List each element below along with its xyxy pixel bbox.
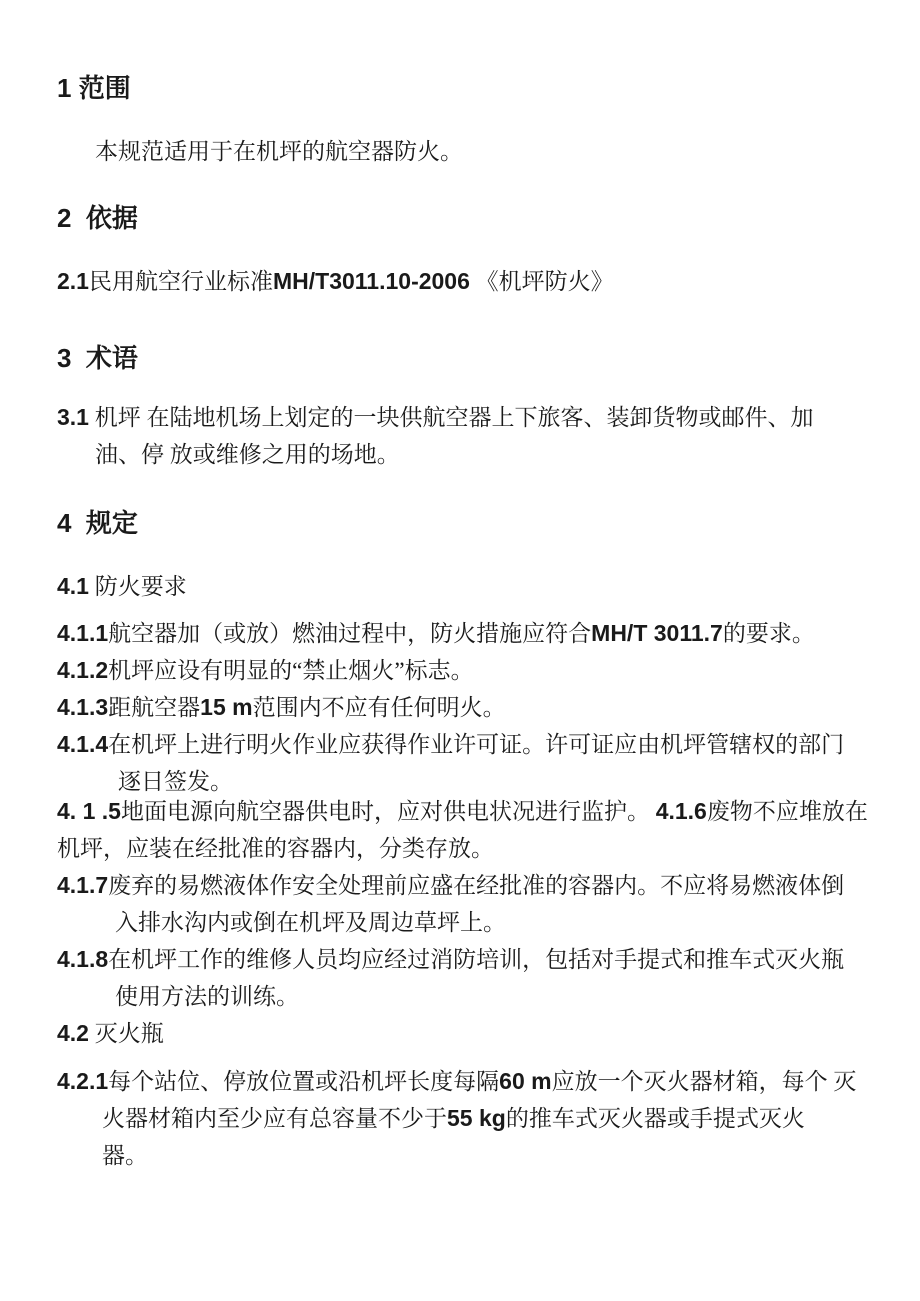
text-line <box>57 948 844 971</box>
clause-number: 4. 1 .5 <box>57 798 121 824</box>
clause-number: 4.2.1 <box>57 1068 109 1094</box>
text-line <box>115 985 299 1008</box>
text-run: 灭火瓶 <box>88 1021 164 1046</box>
text-line <box>118 770 233 793</box>
clause-number: 4.1.4 <box>57 731 109 757</box>
text-run: 的要求。 <box>722 621 815 646</box>
clause-number: 3 <box>57 343 86 373</box>
clause-number: 4.2 <box>57 1020 89 1046</box>
clause-number: 4.1.1 <box>57 620 109 646</box>
text-line <box>57 575 187 598</box>
text-line <box>57 622 815 645</box>
text-run: 每个站位、停放位置或沿机坪长度每隔 <box>108 1069 500 1094</box>
clause-number: 4.1 <box>57 573 89 599</box>
section-heading <box>57 205 138 232</box>
text-run: 器。 <box>102 1143 148 1168</box>
text-line <box>57 659 474 682</box>
text-line <box>57 837 494 860</box>
section-heading <box>57 75 131 102</box>
text-run: 距航空器 <box>108 695 201 720</box>
clause-number: 4.1.2 <box>57 657 109 683</box>
text-line <box>57 800 868 823</box>
text-run: 逐日签发。 <box>118 769 233 794</box>
text-run: 应放一个灭火器材箱，每个 灭 <box>551 1069 857 1094</box>
clause-number: 55 kg <box>447 1105 506 1131</box>
clause-number: 3.1 <box>57 404 89 430</box>
text-run: 在机坪上进行明火作业应获得作业许可证。许可证应由机坪管辖权的部门 <box>108 732 845 757</box>
text-line <box>57 696 506 719</box>
text-run: 范围内不应有任何明火。 <box>252 695 506 720</box>
clause-number: 15 m <box>200 694 253 720</box>
text-line <box>57 406 813 429</box>
text-run: 航空器加（或放）燃油过程中，防火措施应符合 <box>108 621 592 646</box>
text-run: 依据 <box>85 204 138 233</box>
clause-number: 60 m <box>499 1068 552 1094</box>
text-run: 机坪 在陆地机场上划定的一块供航空器上下旅客、装卸货物或邮件、加 <box>88 405 814 430</box>
text-run: 术语 <box>85 344 138 373</box>
text-run: 入排水沟内或倒在机坪及周边草坪上。 <box>115 910 506 935</box>
clause-number: 4.1.7 <box>57 872 109 898</box>
text-line <box>95 443 400 466</box>
text-run: 范围 <box>78 74 131 103</box>
section-heading <box>57 345 138 372</box>
clause-number: 4.1.8 <box>57 946 109 972</box>
text-run: 在机坪工作的维修人员均应经过消防培训，包括对手提式和推车式灭火瓶 <box>108 947 845 972</box>
text-line <box>57 733 844 756</box>
text-run: 废弃的易燃液体作安全处理前应盛在经批准的容器内。不应将易燃液体倒 <box>108 873 845 898</box>
text-line <box>115 911 506 934</box>
clause-number: 2.1 <box>57 268 89 294</box>
text-line <box>102 1107 805 1130</box>
clause-number: 2 <box>57 203 86 233</box>
clause-number: MH/T 3011.7 <box>591 620 723 646</box>
text-line <box>102 1144 148 1167</box>
text-run: 使用方法的训练。 <box>115 984 299 1009</box>
text-line <box>57 1022 164 1045</box>
clause-number: 4.1.6 <box>655 798 707 824</box>
text-line <box>57 270 614 293</box>
clause-number: 4 <box>57 508 86 538</box>
text-run: 防火要求 <box>88 574 187 599</box>
section-heading <box>57 510 138 537</box>
text-run: 本规范适用于在机坪的航空器防火。 <box>95 139 463 164</box>
text-run: 地面电源向航空器供电时，应对供电状况进行监护。 <box>120 799 656 824</box>
text-run: 的推车式灭火器或手提式灭火 <box>505 1106 805 1131</box>
clause-number: 1 <box>57 73 79 103</box>
clause-number: MH/T3011.10-2006 <box>272 268 470 294</box>
text-line <box>57 1070 856 1093</box>
text-run: 《机坪防火》 <box>469 269 614 294</box>
text-run: 火器材箱内至少应有总容量不少于 <box>102 1106 447 1131</box>
text-run: 民用航空行业标准 <box>88 269 273 294</box>
text-run: 规定 <box>85 509 138 538</box>
text-line <box>57 874 844 897</box>
text-line <box>95 140 463 163</box>
clause-number: 4.1.3 <box>57 694 109 720</box>
text-run: 机坪，应装在经批准的容器内，分类存放。 <box>57 836 494 861</box>
text-run: 机坪应设有明显的“禁止烟火”标志。 <box>108 658 474 683</box>
text-run: 废物不应堆放在 <box>706 799 868 824</box>
text-run: 油、停 放或维修之用的场地。 <box>95 442 400 467</box>
